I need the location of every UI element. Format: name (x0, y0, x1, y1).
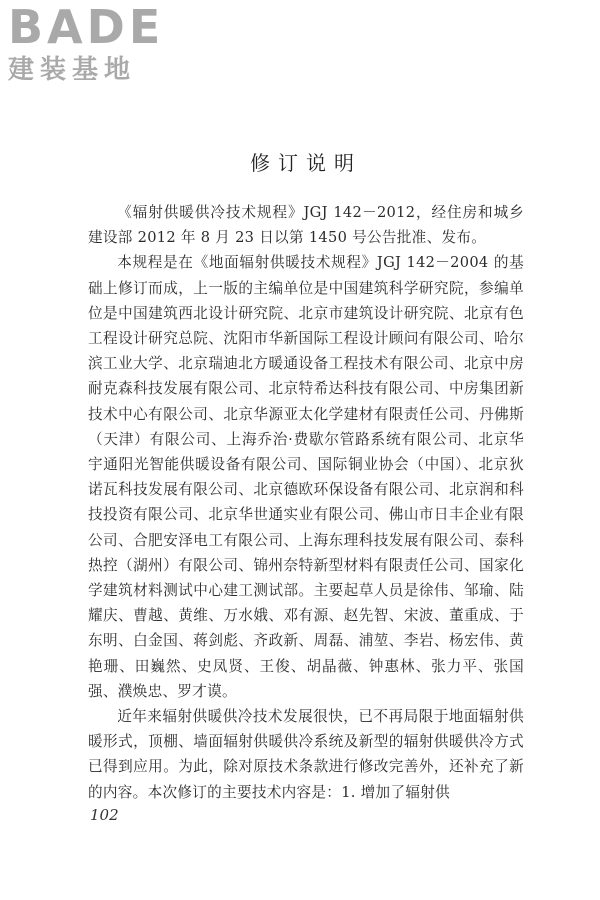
logo-chinese-text: 建装基地 (8, 55, 137, 85)
paragraph-approval: 《辐射供暖供冷技术规程》JGJ 142－2012，经住房和城乡建设部 2012 年 8 月 23 日以第 1450 号公告批准、发布。 (88, 204, 524, 247)
paragraph-technical-content: 近年来辐射供暖供冷技术发展很快，已不再局限于地面辐射供暖形式，顶棚、墙面辐射供暖供冷系统及新型的辐射供暖供冷方式已得到应用。为此，除对原技术条款进行修改完善外，还补充了新的内容。本次修订的主要技术内容是：1. 增加了辐射供 (88, 708, 524, 801)
paragraph-revision-background: 本规程是在《地面辐射供暖技术规程》JGJ 142－2004 的基础上修订而成，上一版的主编单位是中国建筑科学研究院，参编单位是中国建筑西北设计研究院、北京市建筑设计研究院、北京有色工程设计研究总院、沈阳市华新国际工程设计顾问有限公司、哈尔滨工业大学、北京瑞迪北方暖通设备工程技术有限公司、北京中房耐克森科技发展有限公司、北京特希达科技有限公司、中房集团新技术中心有限公司、北京华源亚太化学建材有限责任公司、丹佛斯（天津）有限公司、上海乔治·费歇尔管路系统有限公司、北京华宇通阳光智能供暖设备有限公司、国际铜业协会（中国）、北京狄诺瓦科技发展有限公司、北京德欧环保设备有限公司、北京润和科技投资有限公司、北京华世通实业有限公司、佛山市日丰企业有限公司、合肥安泽电工有限公司、上海东理科技发展有限公司、泰科热控（湖州）有限公司、锦州奈特新型材料有限责任公司、国家化学建筑材料测试中心建工测试部。主要起草人员是徐伟、邹瑜、陆耀庆、曹越、黄维、万水娥、邓有源、赵先智、宋波、董重成、于东明、白金国、蒋剑彪、齐政新、周磊、浦堃、李岩、杨宏伟、黄艳珊、田巍然、史凤贤、王俊、胡晶薇、钟惠林、张力平、张国强、濮焕忠、罗才谟。 (88, 254, 524, 700)
bade-logo (8, 0, 183, 85)
logo-latin-text: BADE (8, 0, 165, 54)
page-number: 102 (90, 806, 119, 824)
page-content (88, 150, 524, 805)
page-title: 修订说明 (250, 151, 362, 175)
